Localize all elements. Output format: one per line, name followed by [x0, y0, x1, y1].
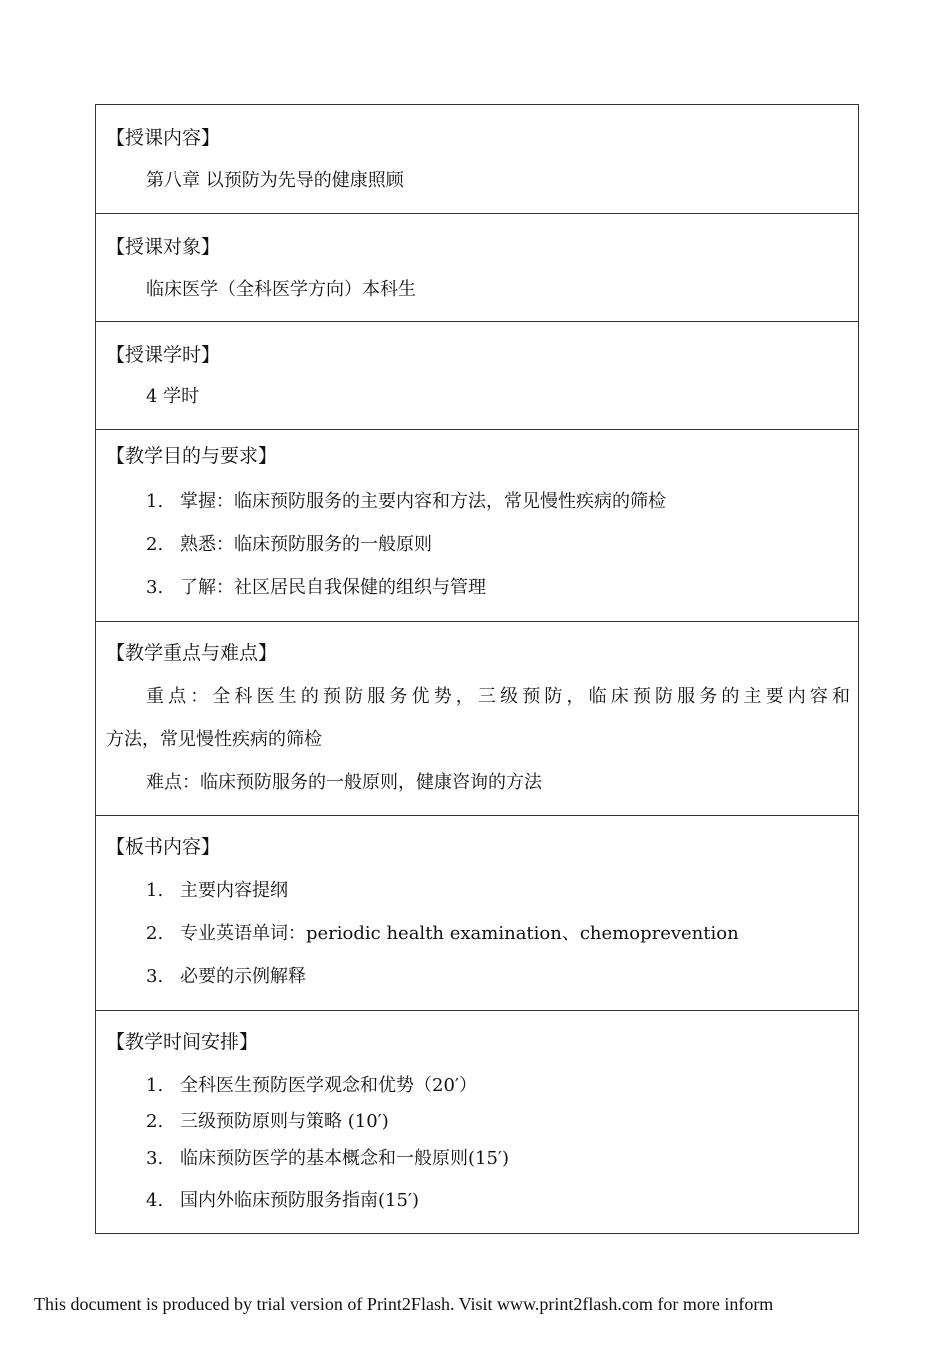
section-heading: 【授课内容】: [106, 127, 221, 149]
section-heading: 【教学重点与难点】: [106, 642, 278, 664]
item-number: 3.: [146, 1148, 164, 1169]
section-objectives: [96, 430, 858, 622]
list-item: [146, 1113, 389, 1131]
list-item: [146, 882, 288, 900]
item-number: 2.: [146, 1111, 164, 1132]
trial-version-footer: This document is produced by trial version of Print2Flash. Visit www.print2flash.com for more inform: [34, 1294, 774, 1314]
section-board-content: [96, 816, 858, 1011]
section-audience: [96, 214, 858, 322]
section-hours: [96, 322, 858, 430]
item-number: 1.: [146, 880, 164, 901]
list-item: [146, 536, 432, 554]
hours-text: 4 学时: [146, 386, 200, 407]
audience-text: 临床医学（全科医学方向）本科生: [146, 279, 416, 300]
list-item: [146, 579, 486, 597]
item-text: 三级预防原则与策略 (10′): [180, 1111, 389, 1132]
item-text: 掌握：临床预防服务的主要内容和方法，常见慢性疾病的筛检: [180, 491, 666, 512]
section-heading: 【板书内容】: [106, 836, 221, 858]
item-number: 2.: [146, 923, 164, 944]
item-number: 1.: [146, 491, 164, 512]
item-text: 专业英语单词：periodic health examination、chemoprevention: [180, 923, 739, 944]
key-points-text: 重点：全科医生的预防服务优势，三级预防，临床预防服务的主要内容和: [146, 686, 850, 707]
section-heading: 【授课对象】: [106, 236, 221, 258]
item-text: 国内外临床预防服务指南(15′): [180, 1190, 420, 1211]
difficult-points-text: 难点：临床预防服务的一般原则，健康咨询的方法: [146, 772, 542, 793]
list-item: [146, 968, 306, 986]
section-heading: 【教学时间安排】: [106, 1031, 259, 1053]
item-text: 了解：社区居民自我保健的组织与管理: [180, 577, 486, 598]
item-number: 2.: [146, 534, 164, 555]
section-heading: 【授课学时】: [106, 344, 221, 366]
section-schedule: [96, 1011, 858, 1233]
list-item: [146, 1192, 419, 1210]
item-number: 3.: [146, 577, 164, 598]
lesson-content-text: 第八章 以预防为先导的健康照顾: [146, 170, 404, 191]
list-item: [146, 1150, 509, 1168]
section-lesson-content: [96, 105, 858, 214]
key-points-text-continued: 方法，常见慢性疾病的筛检: [106, 729, 322, 750]
list-item: [146, 1077, 477, 1095]
list-item: [146, 925, 739, 943]
item-text: 全科医生预防医学观念和优势（20′）: [180, 1075, 477, 1096]
item-number: 1.: [146, 1075, 164, 1096]
item-text: 主要内容提纲: [180, 880, 288, 901]
item-text: 熟悉：临床预防服务的一般原则: [180, 534, 432, 555]
item-number: 3.: [146, 966, 164, 987]
section-key-points: [96, 622, 858, 816]
section-heading: 【教学目的与要求】: [106, 445, 278, 467]
lesson-plan-table: [95, 104, 859, 1234]
item-number: 4.: [146, 1190, 164, 1211]
item-text: 临床预防医学的基本概念和一般原则(15′): [180, 1148, 510, 1169]
item-text: 必要的示例解释: [180, 966, 306, 987]
list-item: [146, 493, 666, 511]
